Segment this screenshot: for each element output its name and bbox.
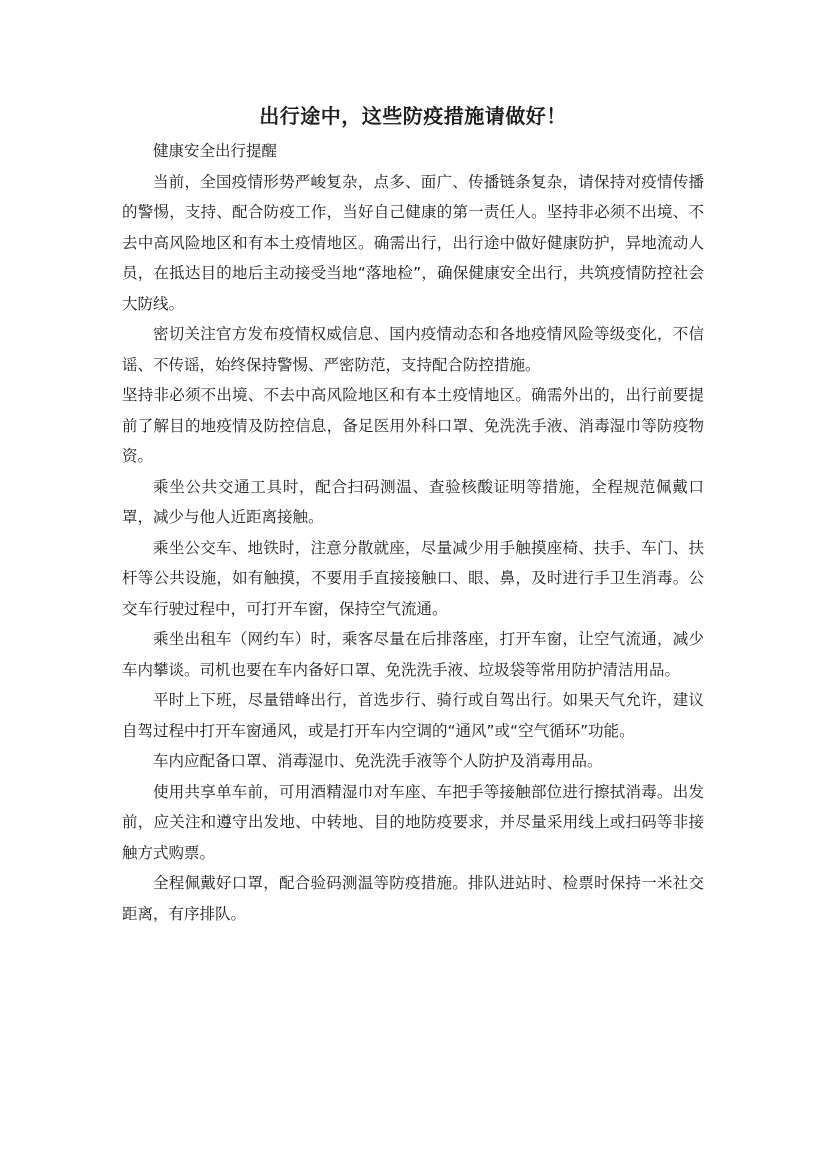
paragraph-car-supplies: 车内应配备口罩、消毒湿巾、免洗洗手液等个人防护及消毒用品。 — [153, 752, 603, 770]
paragraph-public-transport: 乘坐公共交通工具时，配合扫码测温、查验核酸证明等措施，全程规范佩戴口罩，减少与他人近距离接触。 — [122, 477, 704, 526]
paragraph-travel-prep: 坚持非必须不出境、不去中高风险地区和有本土疫情地区。确需外出的，出行前要提前了解目的地疫情及防控信息，备足医用外科口罩、免洗洗手液、消毒湿巾等防疫物资。 — [122, 386, 704, 465]
document-subtitle: 健康安全出行提醒 — [153, 142, 278, 160]
document-page — [122, 96, 704, 929]
paragraph-station: 全程佩戴好口罩，配合验码测温等防疫措施。排队进站时、检票时保持一米社交距离，有序排队。 — [122, 874, 704, 923]
document-title: 出行途中，这些防疫措施请做好！ — [259, 104, 567, 128]
paragraph-official-info: 密切关注官方发布疫情权威信息、国内疫情动态和各地疫情风险等级变化，不信谣、不传谣，始终保持警惕、严密防范，支持配合防控措施。 — [122, 325, 704, 374]
paragraph-taxi: 乘坐出租车（网约车）时，乘客尽量在后排落座，打开车窗，让空气流通，减少车内攀谈。司机也要在车内备好口罩、免洗洗手液、垃圾袋等常用防护清洁用品。 — [122, 630, 704, 679]
paragraph-situation: 当前，全国疫情形势严峻复杂，点多、面广、传播链条复杂，请保持对疫情传播的警惕，支持、配合防疫工作，当好自己健康的第一责任人。坚持非必须不出境、不去中高风险地区和有本土疫情地区。确需出行，出行途中做好健康防护，异地流动人员，在抵达目的地后主动接受当地“落地检”，确保健康安全出行，共筑疫情防控社会大防线。 — [122, 172, 704, 313]
paragraph-bus-metro: 乘坐公交车、地铁时，注意分散就座，尽量减少用手触摸座椅、扶手、车门、扶杆等公共设施，如有触摸，不要用手直接接触口、眼、鼻，及时进行手卫生消毒。公交车行驶过程中，可打开车窗，保持空气流通。 — [122, 538, 704, 618]
paragraph-commute: 平时上下班，尽量错峰出行，首选步行、骑行或自驾出行。如果天气允许，建议自驾过程中打开车窗通风，或是打开车内空调的“通风”或“空气循环”功能。 — [122, 691, 704, 740]
paragraph-shared-bike: 使用共享单车前，可用酒精湿巾对车座、车把手等接触部位进行擦拭消毒。出发前，应关注和遵守出发地、中转地、目的地防疫要求，并尽量采用线上或扫码等非接触方式购票。 — [122, 782, 704, 862]
